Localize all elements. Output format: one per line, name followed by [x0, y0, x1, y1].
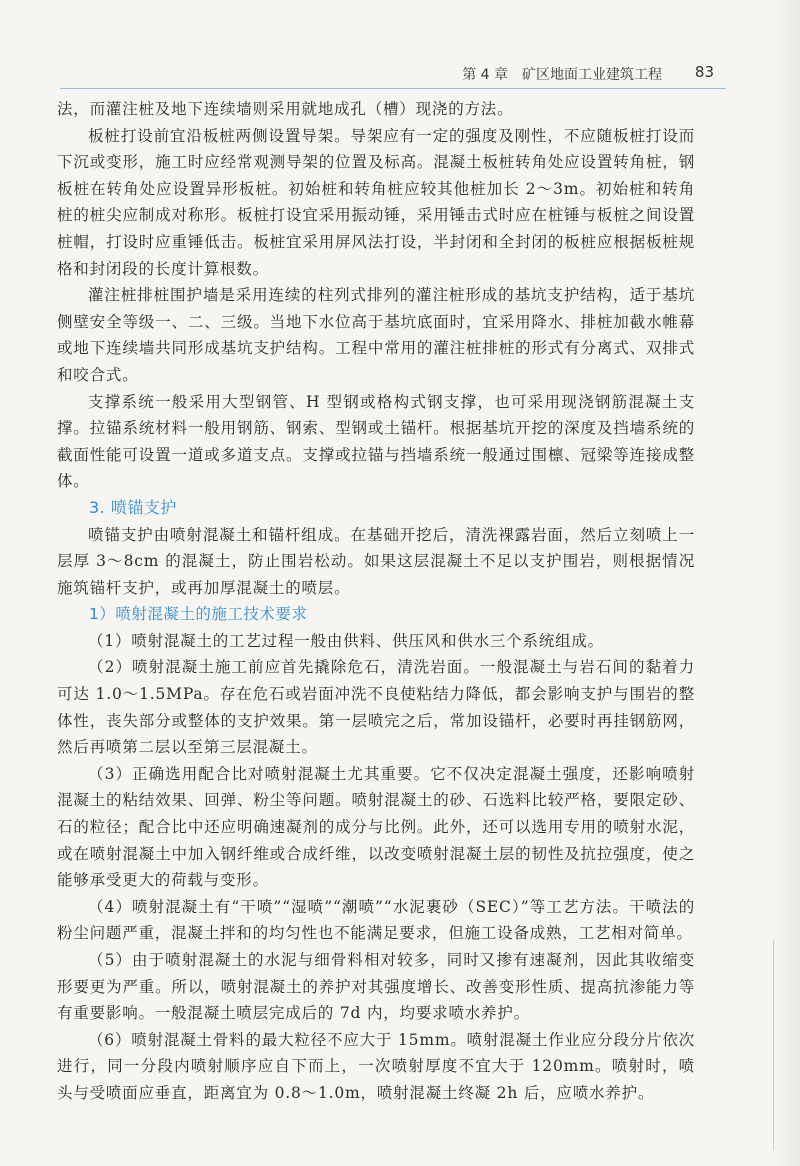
- body-text: [57, 96, 695, 1107]
- running-header: [60, 60, 726, 89]
- paragraph-bored-pile-wall: 灌注桩排桩围护墙是采用连续的柱列式排列的灌注桩形成的基坑支护结构，适于基坑侧壁安全等级一、二、三级。当地下水位高于基坑底面时，宜采用降水、排桩加截水帷幕或地下连续墙共同形成基坑支护结构。工程中常用的灌注桩排桩的形式有分离式、双排式和咬合式。: [57, 286, 695, 384]
- list-item-5: （5）由于喷射混凝土的水泥与细骨料相对较多，同时又掺有速凝剂，因此其收缩变形要更为严重。所以，喷射混凝土的养护对其强度增长、改善变形性质、提高抗渗能力等有重要影响。一般混凝土喷层完成后的 7d 内，均要求喷水养护。: [57, 951, 695, 1023]
- paragraph-support-system: 支撑系统一般采用大型钢管、H 型钢或格构式钢支撑，也可采用现浇钢筋混凝土支撑。拉锚系统材料一般用钢筋、钢索、型钢或土锚杆。根据基坑开挖的深度及挡墙系统的截面性能可设置一道或多道支点。支撑或拉锚与挡墙系统一般通过围檩、冠梁等连接成整体。: [57, 392, 695, 491]
- paragraph-sheet-pile: 板桩打设前宜沿板桩两侧设置导架。导架应有一定的强度及刚性，不应随板桩打设而下沉或变形，施工时应经常观测导架的位置及标高。混凝土板桩转角处应设置转角桩，钢板桩在转角处应设置异形板桩。初始桩和转角桩应较其他桩加长 2～3m。初始桩和转角桩的桩尖应制成对称形。板桩打设宜采用振动锤，采用锤击式时应在桩锤与板桩之间设置桩帽，打设时应重锤低击。板桩宜采用屏风法打设，半封闭和全封闭的板桩应根据板桩规格和封闭段的长度计算根数。: [57, 126, 695, 278]
- subsection-heading-shotcrete-requirements: 1）喷射混凝土的施工技术要求: [89, 605, 308, 624]
- list-item-4: （4）喷射混凝土有“干喷”“湿喷”“潮喷”“水泥裹砂（SEC）”等工艺方法。干喷法的粉尘问题严重，混凝土拌和的均匀性也不能满足要求，但施工设备成熟，工艺相对简单。: [57, 897, 695, 943]
- page-edge-line: [773, 940, 774, 1150]
- list-item-2: （2）喷射混凝土施工前应首先撬除危石，清洗岩面。一般混凝土与岩石间的黏着力可达 1.0～1.5MPa。存在危石或岩面冲洗不良使粘结力降低，都会影响支护与围岩的整体性，丧失部分或整体的支护效果。第一层喷完之后，常加设锚杆，必要时再挂钢筋网，然后再喷第二层以至第三层混凝土。: [57, 658, 695, 757]
- list-item-1: （1）喷射混凝土的工艺过程一般由供料、供压风和供水三个系统组成。: [88, 631, 604, 650]
- section-heading-shotcrete-anchor: 3. 喷锚支护: [89, 497, 177, 517]
- page-number: 83: [694, 63, 714, 81]
- list-item-3: （3）正确选用配合比对喷射混凝土尤其重要。它不仅决定混凝土强度，还影响喷射混凝土的粘结效果、回弹、粉尘等问题。喷射混凝土的砂、石选料比较严格，要限定砂、石的粒径；配合比中还应明确速凝剂的成分与比例。此外，还可以选用专用的喷射水泥，或在喷射混凝土中加入钢纤维或合成纤维，以改变喷射混凝土层的韧性及抗拉强度，使之能够承受更大的荷载与变形。: [57, 764, 695, 890]
- page-gutter-shadow: [772, 0, 800, 1166]
- paragraph-shotcrete-anchor-intro: 喷锚支护由喷射混凝土和锚杆组成。在基础开挖后，清洗裸露岩面，然后立刻喷上一层厚 3～8cm 的混凝土，防止围岩松动。如果这层混凝土不足以支护围岩，则根据情况施筑锚杆支护，或再加厚混凝土的喷层。: [57, 525, 695, 597]
- paragraph-continued: 法，而灌注桩及地下连续墙则采用就地成孔（槽）现浇的方法。: [57, 100, 514, 118]
- chapter-title: 第 4 章 矿区地面工业建筑工程: [462, 67, 662, 83]
- list-item-6: （6）喷射混凝土骨料的最大粒径不应大于 15mm。喷射混凝土作业应分段分片依次进行，同一分段内喷射顺序应自下而上，一次喷射厚度不宜大于 120mm。喷射时，喷头与受喷面应垂直，距离宜为 0.8～1.0m，喷射混凝土终凝 2h 后，应喷水养护。: [57, 1030, 695, 1102]
